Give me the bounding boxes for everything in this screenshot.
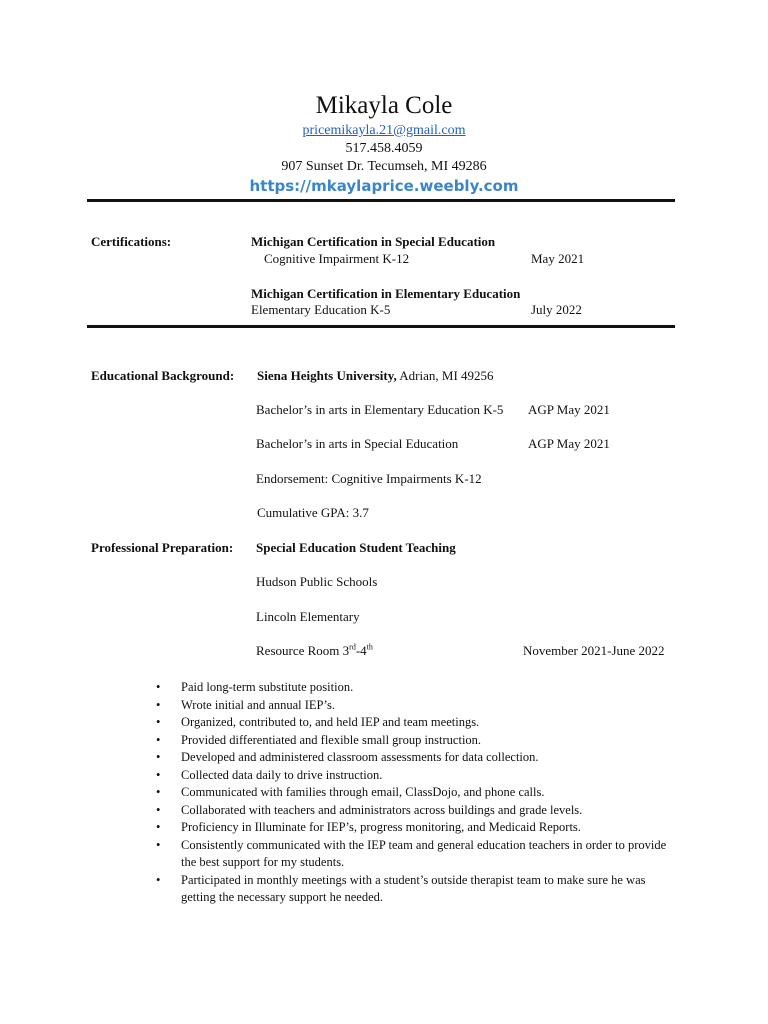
preparation-title: Special Education Student Teaching	[256, 540, 456, 555]
list-item: • Wrote initial and annual IEP’s.	[152, 697, 682, 715]
cert-title-elementary-ed: Michigan Certification in Elementary Education	[251, 286, 521, 301]
cert-detail-special-ed: Cognitive Impairment K-12	[264, 251, 410, 266]
room-sup-th: th	[366, 642, 373, 652]
cumulative-gpa: Cumulative GPA: 3.7	[257, 505, 369, 520]
preparation-dates: November 2021-June 2022	[523, 643, 665, 658]
room-prefix: Resource Room 3	[256, 643, 350, 658]
mailing-address: 907 Sunset Dr. Tecumseh, MI 49286	[281, 159, 487, 174]
room-sup-rd: rd	[349, 642, 356, 652]
list-item: • Collected data daily to drive instruction.	[152, 767, 682, 785]
email-link[interactable]: pricemikayla.21@gmail.com	[302, 123, 466, 138]
endorsement: Endorsement: Cognitive Impairments K-12	[256, 471, 482, 486]
duties-list	[152, 679, 682, 907]
list-item: • Developed and administered classroom assessments for data collection.	[152, 749, 682, 767]
degree-elementary: Bachelor’s in arts in Elementary Education K-5	[256, 402, 504, 417]
education-label: Educational Background:	[91, 368, 235, 383]
certifications-divider	[87, 325, 675, 328]
list-item: • Paid long-term substitute position.	[152, 679, 682, 697]
cert-date-special-ed: May 2021	[531, 251, 585, 266]
website-link[interactable]: https://mkaylaprice.weebly.com	[249, 177, 519, 195]
school-building: Lincoln Elementary	[256, 609, 360, 624]
list-item: • Participated in monthly meetings with a student’s outside therapist team to make sure he was getting the necessary support he needed.	[152, 872, 682, 907]
header-divider	[87, 199, 675, 202]
cert-date-elementary-ed: July 2022	[531, 302, 582, 317]
resume-name: Mikayla Cole	[315, 92, 453, 119]
preparation-label: Professional Preparation:	[91, 540, 234, 555]
school-location: Adrian, MI 49256	[396, 368, 494, 383]
room-mid: -4	[355, 643, 367, 658]
phone-number: 517.458.4059	[345, 141, 423, 156]
school-district: Hudson Public Schools	[256, 574, 378, 589]
degree-special-ed-date: AGP May 2021	[528, 436, 610, 451]
list-item: • Communicated with families through email, ClassDojo, and phone calls.	[152, 784, 682, 802]
list-item: • Collaborated with teachers and administrators across buildings and grade levels.	[152, 802, 682, 820]
cert-detail-elementary-ed: Elementary Education K-5	[251, 302, 391, 317]
list-item: • Organized, contributed to, and held IEP and team meetings.	[152, 714, 682, 732]
certifications-label: Certifications:	[91, 234, 172, 249]
resource-room	[256, 643, 373, 659]
education-school-line	[257, 368, 494, 384]
degree-special-ed: Bachelor’s in arts in Special Education	[256, 436, 459, 451]
list-item: • Provided differentiated and flexible small group instruction.	[152, 732, 682, 750]
list-item: • Consistently communicated with the IEP team and general education teachers in order to provide the best support for my students.	[152, 837, 682, 872]
list-item: • Proficiency in Illuminate for IEP’s, progress monitoring, and Medicaid Reports.	[152, 819, 682, 837]
school-name: Siena Heights University,	[257, 368, 397, 383]
degree-elementary-date: AGP May 2021	[528, 402, 610, 417]
cert-title-special-ed: Michigan Certification in Special Education	[251, 234, 496, 249]
